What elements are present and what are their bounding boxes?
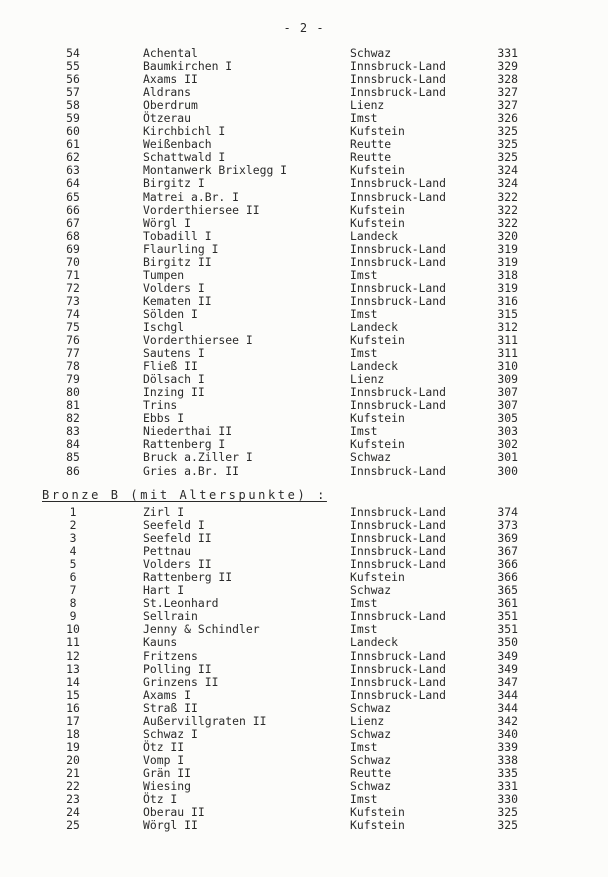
rank-cell: 62 xyxy=(66,150,80,165)
table-row xyxy=(0,295,608,308)
club-cell: Wörgl II xyxy=(143,818,198,833)
district-cell: Innsbruck-Land xyxy=(350,85,447,100)
rank-cell: 60 xyxy=(66,124,80,139)
table-row xyxy=(0,256,608,269)
points-cell: 322 xyxy=(497,215,518,230)
rank-cell: 4 xyxy=(69,544,77,559)
points-cell: 367 xyxy=(497,544,518,559)
rank-cell: 67 xyxy=(66,215,80,230)
district-cell: Schwaz xyxy=(350,700,392,715)
points-cell: 325 xyxy=(497,137,518,152)
rank-cell: 77 xyxy=(66,346,80,361)
club-cell: Sölden I xyxy=(143,306,198,321)
club-cell: Achental xyxy=(143,46,198,60)
club-cell: Ebbs I xyxy=(143,411,185,426)
rank-cell: 65 xyxy=(66,189,80,204)
rank-cell: 72 xyxy=(66,280,80,295)
club-cell: Gries a.Br. II xyxy=(143,463,240,478)
rank-cell: 18 xyxy=(66,726,80,741)
district-cell: Imst xyxy=(350,739,378,754)
district-cell: Innsbruck-Land xyxy=(350,531,447,546)
club-cell: Flaurling I xyxy=(143,241,219,256)
club-cell: Oberdrum xyxy=(143,98,198,113)
club-cell: Vorderthiersee II xyxy=(143,202,260,217)
points-cell: 325 xyxy=(497,818,518,833)
rank-cell: 80 xyxy=(66,385,80,400)
club-cell: Grän II xyxy=(143,765,192,780)
table-row xyxy=(0,177,608,190)
points-cell: 327 xyxy=(497,98,518,113)
points-cell: 300 xyxy=(497,463,518,478)
district-cell: Lienz xyxy=(350,713,385,728)
rank-cell: 78 xyxy=(66,359,80,374)
district-cell: Kufstein xyxy=(350,333,405,348)
club-cell: Ötz I xyxy=(143,792,178,807)
club-cell: St.Leonhard xyxy=(143,596,219,611)
club-cell: Bruck a.Ziller I xyxy=(143,450,253,465)
club-cell: Zirl I xyxy=(143,505,185,519)
club-cell: Axams I xyxy=(143,687,192,702)
points-cell: 331 xyxy=(497,46,518,60)
club-cell: Ötzerau xyxy=(143,111,192,126)
rank-cell: 1 xyxy=(69,505,77,519)
points-cell: 335 xyxy=(497,765,518,780)
district-cell: Schwaz xyxy=(350,450,392,465)
club-cell: Rattenberg II xyxy=(143,570,233,585)
rank-cell: 86 xyxy=(66,463,80,478)
rank-cell: 71 xyxy=(66,267,80,282)
table-row xyxy=(0,702,608,715)
district-cell: Imst xyxy=(350,267,378,282)
rank-cell: 10 xyxy=(66,622,80,637)
points-cell: 338 xyxy=(497,752,518,767)
club-cell: Trins xyxy=(143,398,178,413)
club-cell: Ischgl xyxy=(143,319,185,334)
points-cell: 330 xyxy=(497,792,518,807)
club-cell: Kirchbichl I xyxy=(143,124,226,139)
district-cell: Innsbruck-Land xyxy=(350,293,447,308)
district-cell: Imst xyxy=(350,792,378,807)
district-cell: Reutte xyxy=(350,765,392,780)
table-row xyxy=(0,282,608,295)
district-cell: Landeck xyxy=(350,228,399,243)
points-cell: 319 xyxy=(497,241,518,256)
points-cell: 302 xyxy=(497,437,518,452)
table-row xyxy=(0,243,608,256)
district-cell: Innsbruck-Land xyxy=(350,398,447,413)
points-cell: 324 xyxy=(497,163,518,178)
points-cell: 311 xyxy=(497,346,518,361)
club-cell: Polling II xyxy=(143,661,212,676)
table-row xyxy=(0,676,608,689)
district-cell: Innsbruck-Land xyxy=(350,280,447,295)
points-cell: 305 xyxy=(497,411,518,426)
district-cell: Innsbruck-Land xyxy=(350,674,447,689)
page-number: - 2 - xyxy=(283,21,325,35)
district-cell: Kufstein xyxy=(350,570,405,585)
club-cell: Schwaz I xyxy=(143,726,198,741)
district-cell: Imst xyxy=(350,346,378,361)
points-cell: 311 xyxy=(497,333,518,348)
club-cell: Kematen II xyxy=(143,293,212,308)
points-cell: 316 xyxy=(497,293,518,308)
club-cell: Vorderthiersee I xyxy=(143,333,253,348)
points-cell: 322 xyxy=(497,189,518,204)
district-cell: Landeck xyxy=(350,359,399,374)
club-cell: Straß II xyxy=(143,700,198,715)
points-cell: 328 xyxy=(497,72,518,87)
points-cell: 366 xyxy=(497,570,518,585)
club-cell: Wörgl I xyxy=(143,215,192,230)
club-cell: Matrei a.Br. I xyxy=(143,189,240,204)
district-cell: Kufstein xyxy=(350,215,405,230)
rank-cell: 58 xyxy=(66,98,80,113)
club-cell: Tumpen xyxy=(143,267,185,282)
rank-cell: 20 xyxy=(66,752,80,767)
points-cell: 319 xyxy=(497,280,518,295)
district-cell: Lienz xyxy=(350,98,385,113)
points-cell: 309 xyxy=(497,372,518,387)
rank-cell: 56 xyxy=(66,72,80,87)
district-cell: Innsbruck-Land xyxy=(350,463,447,478)
ranking-table-continued xyxy=(0,47,608,478)
district-cell: Innsbruck-Land xyxy=(350,648,447,663)
points-cell: 325 xyxy=(497,805,518,820)
district-cell: Imst xyxy=(350,622,378,637)
rank-cell: 55 xyxy=(66,59,80,74)
points-cell: 349 xyxy=(497,648,518,663)
district-cell: Innsbruck-Land xyxy=(350,72,447,87)
district-cell: Innsbruck-Land xyxy=(350,661,447,676)
club-cell: Kauns xyxy=(143,635,178,650)
points-cell: 329 xyxy=(497,59,518,74)
district-cell: Kufstein xyxy=(350,437,405,452)
rank-cell: 13 xyxy=(66,661,80,676)
club-cell: Schattwald I xyxy=(143,150,226,165)
rank-cell: 3 xyxy=(69,531,77,546)
points-cell: 374 xyxy=(497,505,518,519)
district-cell: Innsbruck-Land xyxy=(350,59,447,74)
table-row xyxy=(0,715,608,728)
points-cell: 319 xyxy=(497,254,518,269)
table-row xyxy=(0,754,608,767)
district-cell: Schwaz xyxy=(350,46,392,60)
district-cell: Innsbruck-Land xyxy=(350,385,447,400)
table-row xyxy=(0,230,608,243)
table-row xyxy=(0,217,608,230)
club-cell: Volders I xyxy=(143,280,205,295)
points-cell: 325 xyxy=(497,150,518,165)
district-cell: Schwaz xyxy=(350,778,392,793)
club-cell: Sautens I xyxy=(143,346,205,361)
rank-cell: 11 xyxy=(66,635,80,650)
club-cell: Volders II xyxy=(143,557,212,572)
district-cell: Imst xyxy=(350,596,378,611)
rank-cell: 9 xyxy=(69,609,77,624)
table-row xyxy=(0,819,608,832)
rank-cell: 70 xyxy=(66,254,80,269)
district-cell: Schwaz xyxy=(350,752,392,767)
points-cell: 318 xyxy=(497,267,518,282)
district-cell: Kufstein xyxy=(350,202,405,217)
rank-cell: 61 xyxy=(66,137,80,152)
points-cell: 331 xyxy=(497,778,518,793)
table-row xyxy=(0,650,608,663)
district-cell: Lienz xyxy=(350,372,385,387)
club-cell: Weißenbach xyxy=(143,137,212,152)
district-cell: Reutte xyxy=(350,137,392,152)
district-cell: Kufstein xyxy=(350,411,405,426)
rank-cell: 79 xyxy=(66,372,80,387)
rank-cell: 57 xyxy=(66,85,80,100)
points-cell: 315 xyxy=(497,306,518,321)
rank-cell: 24 xyxy=(66,805,80,820)
club-cell: Vomp I xyxy=(143,752,185,767)
club-cell: Birgitz I xyxy=(143,176,205,191)
district-cell: Innsbruck-Land xyxy=(350,176,447,191)
club-cell: Birgitz II xyxy=(143,254,212,269)
club-cell: Montanwerk Brixlegg I xyxy=(143,163,288,178)
rank-cell: 15 xyxy=(66,687,80,702)
points-cell: 366 xyxy=(497,557,518,572)
table-row xyxy=(0,728,608,741)
club-cell: Oberau II xyxy=(143,805,205,820)
district-cell: Schwaz xyxy=(350,583,392,598)
points-cell: 312 xyxy=(497,319,518,334)
rank-cell: 81 xyxy=(66,398,80,413)
points-cell: 324 xyxy=(497,176,518,191)
district-cell: Kufstein xyxy=(350,805,405,820)
club-cell: Niederthai II xyxy=(143,424,233,439)
rank-cell: 14 xyxy=(66,674,80,689)
club-cell: Pettnau xyxy=(143,544,192,559)
rank-cell: 19 xyxy=(66,739,80,754)
rank-cell: 75 xyxy=(66,319,80,334)
rank-cell: 6 xyxy=(69,570,77,585)
rank-cell: 64 xyxy=(66,176,80,191)
points-cell: 325 xyxy=(497,124,518,139)
table-row xyxy=(0,451,608,464)
club-cell: Ötz II xyxy=(143,739,185,754)
points-cell: 365 xyxy=(497,583,518,598)
points-cell: 307 xyxy=(497,385,518,400)
club-cell: Grinzens II xyxy=(143,674,219,689)
rank-cell: 68 xyxy=(66,228,80,243)
club-cell: Sellrain xyxy=(143,609,198,624)
table-row xyxy=(0,191,608,204)
district-cell: Innsbruck-Land xyxy=(350,505,447,519)
district-cell: Innsbruck-Land xyxy=(350,518,447,533)
points-cell: 351 xyxy=(497,622,518,637)
table-row xyxy=(0,465,608,478)
rank-cell: 5 xyxy=(69,557,77,572)
club-cell: Seefeld II xyxy=(143,531,212,546)
district-cell: Innsbruck-Land xyxy=(350,609,447,624)
district-cell: Innsbruck-Land xyxy=(350,189,447,204)
rank-cell: 54 xyxy=(66,46,80,60)
rank-cell: 69 xyxy=(66,241,80,256)
points-cell: 320 xyxy=(497,228,518,243)
district-cell: Innsbruck-Land xyxy=(350,241,447,256)
district-cell: Schwaz xyxy=(350,726,392,741)
rank-cell: 16 xyxy=(66,700,80,715)
rank-cell: 83 xyxy=(66,424,80,439)
club-cell: Jenny & Schindler xyxy=(143,622,260,637)
rank-cell: 59 xyxy=(66,111,80,126)
district-cell: Reutte xyxy=(350,150,392,165)
points-cell: 310 xyxy=(497,359,518,374)
club-cell: Baumkirchen I xyxy=(143,59,233,74)
club-cell: Aldrans xyxy=(143,85,192,100)
rank-cell: 82 xyxy=(66,411,80,426)
rank-cell: 22 xyxy=(66,778,80,793)
district-cell: Imst xyxy=(350,111,378,126)
rank-cell: 63 xyxy=(66,163,80,178)
rank-cell: 73 xyxy=(66,293,80,308)
table-row xyxy=(0,663,608,676)
rank-cell: 25 xyxy=(66,818,80,833)
club-cell: Hart I xyxy=(143,583,185,598)
district-cell: Innsbruck-Land xyxy=(350,557,447,572)
club-cell: Rattenberg I xyxy=(143,437,226,452)
points-cell: 344 xyxy=(497,687,518,702)
points-cell: 326 xyxy=(497,111,518,126)
rank-cell: 2 xyxy=(69,518,77,533)
rank-cell: 23 xyxy=(66,792,80,807)
district-cell: Kufstein xyxy=(350,163,405,178)
ranking-table-bronze-b xyxy=(0,506,608,832)
rank-cell: 7 xyxy=(69,583,77,598)
rank-cell: 76 xyxy=(66,333,80,348)
district-cell: Kufstein xyxy=(350,818,405,833)
club-cell: Fließ II xyxy=(143,359,198,374)
district-cell: Kufstein xyxy=(350,124,405,139)
rank-cell: 12 xyxy=(66,648,80,663)
club-cell: Wiesing xyxy=(143,778,192,793)
rank-cell: 66 xyxy=(66,202,80,217)
points-cell: 347 xyxy=(497,674,518,689)
points-cell: 351 xyxy=(497,609,518,624)
district-cell: Imst xyxy=(350,424,378,439)
points-cell: 369 xyxy=(497,531,518,546)
club-cell: Fritzens xyxy=(143,648,198,663)
rank-cell: 17 xyxy=(66,713,80,728)
points-cell: 344 xyxy=(497,700,518,715)
rank-cell: 85 xyxy=(66,450,80,465)
points-cell: 327 xyxy=(497,85,518,100)
points-cell: 303 xyxy=(497,424,518,439)
district-cell: Innsbruck-Land xyxy=(350,687,447,702)
district-cell: Innsbruck-Land xyxy=(350,544,447,559)
table-row xyxy=(0,636,608,649)
points-cell: 340 xyxy=(497,726,518,741)
district-cell: Landeck xyxy=(350,635,399,650)
club-cell: Axams II xyxy=(143,72,198,87)
district-cell: Innsbruck-Land xyxy=(350,254,447,269)
table-row xyxy=(0,204,608,217)
points-cell: 322 xyxy=(497,202,518,217)
rank-cell: 84 xyxy=(66,437,80,452)
club-cell: Tobadill I xyxy=(143,228,212,243)
district-cell: Landeck xyxy=(350,319,399,334)
table-row xyxy=(0,741,608,754)
points-cell: 361 xyxy=(497,596,518,611)
club-cell: Seefeld I xyxy=(143,518,205,533)
points-cell: 301 xyxy=(497,450,518,465)
district-cell: Imst xyxy=(350,306,378,321)
club-cell: Außervillgraten II xyxy=(143,713,267,728)
points-cell: 350 xyxy=(497,635,518,650)
rank-cell: 74 xyxy=(66,306,80,321)
table-row xyxy=(0,269,608,282)
points-cell: 339 xyxy=(497,739,518,754)
rank-cell: 8 xyxy=(69,596,77,611)
club-cell: Inzing II xyxy=(143,385,205,400)
rank-cell: 21 xyxy=(66,765,80,780)
points-cell: 307 xyxy=(497,398,518,413)
points-cell: 342 xyxy=(497,713,518,728)
points-cell: 349 xyxy=(497,661,518,676)
section-heading-bronze-b: Bronze B (mit Alterspunkte) : xyxy=(42,488,327,502)
table-row xyxy=(0,689,608,702)
club-cell: Dölsach I xyxy=(143,372,205,387)
points-cell: 373 xyxy=(497,518,518,533)
